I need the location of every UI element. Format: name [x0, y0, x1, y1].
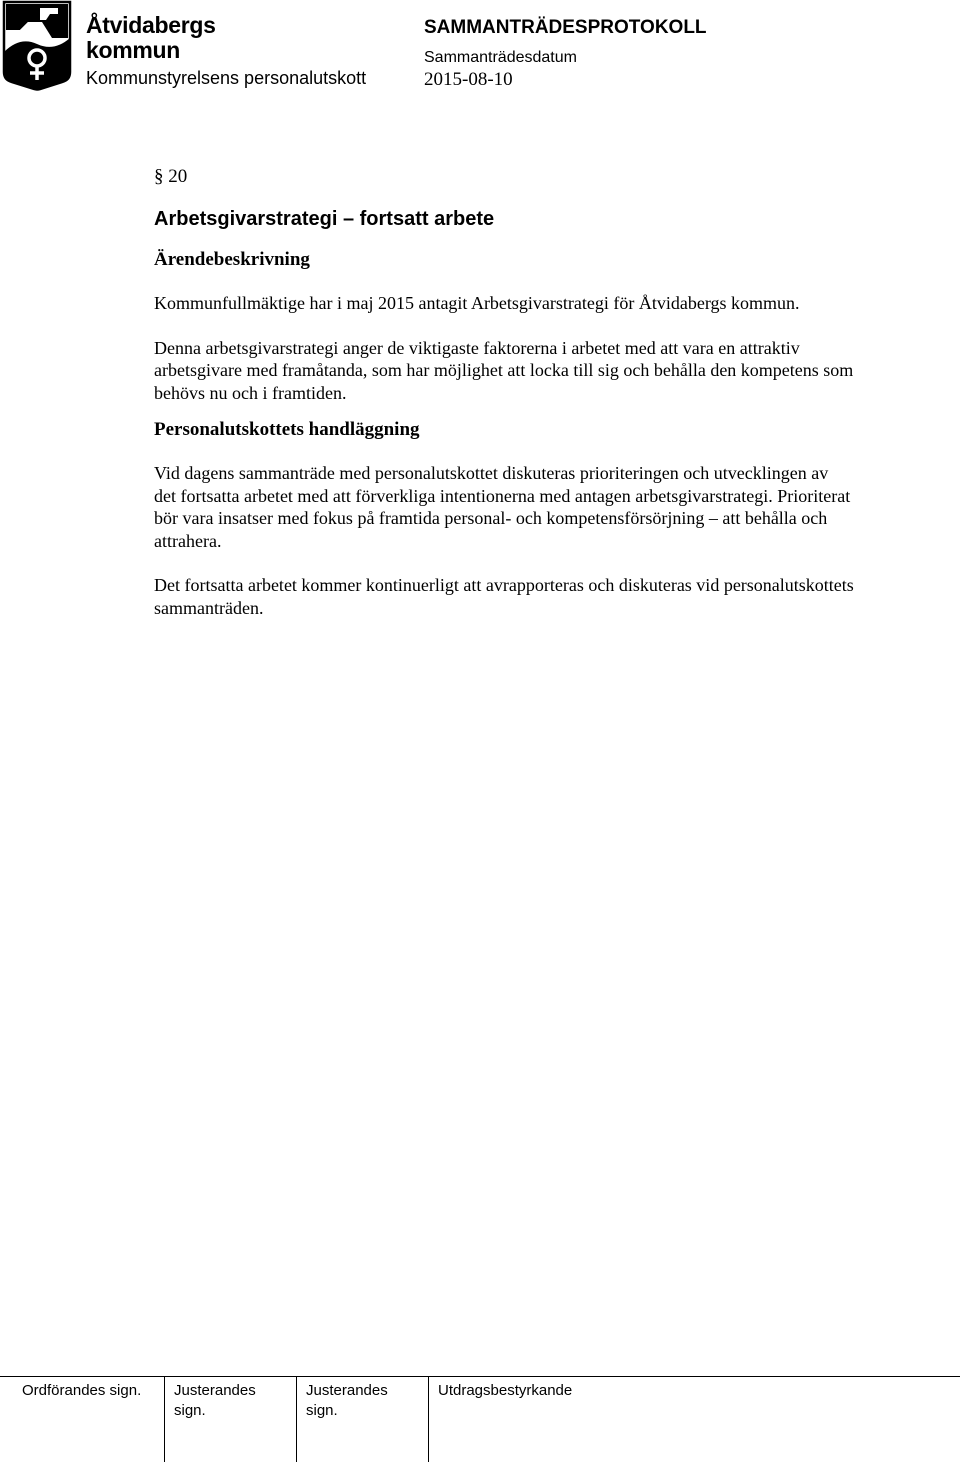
- footer-divider: [428, 1377, 429, 1462]
- footer-divider: [296, 1377, 297, 1462]
- handling-heading: Personalutskottets handläggning: [154, 419, 420, 440]
- signature-footer: [0, 1376, 960, 1462]
- adjuster-1-line-2: sign.: [174, 1402, 206, 1419]
- case-description-heading: Ärendebeskrivning: [154, 249, 310, 270]
- municipality-logo-icon: [0, 0, 74, 92]
- paragraph-title: Arbetsgivarstrategi – fortsatt arbete: [154, 208, 495, 230]
- adjuster-2-line-2: sign.: [306, 1402, 338, 1419]
- certifier-label: Utdragsbestyrkande: [438, 1382, 573, 1399]
- footer-divider: [164, 1377, 165, 1462]
- meeting-date-label: Sammanträdesdatum: [424, 49, 577, 66]
- handling-paragraph-1: Vid dagens sammanträde med personalutskottet diskuteras prioriteringen och utvecklingen av det fortsatta arbetet med att förverkliga intentionerna med antagen arbetsgivarstrategi. Prioriterat bör vara insatser med fokus på framtida personal- och kompetensförsörjning – att behålla och attrahera.: [154, 463, 851, 551]
- meeting-date-value: 2015-08-10: [424, 69, 513, 90]
- chair-signature-label: Ordförandes sign.: [22, 1382, 142, 1399]
- municipality-name: [86, 13, 216, 63]
- committee-name: Kommunstyrelsens personalutskott: [86, 68, 367, 88]
- handling-paragraph-2: Det fortsatta arbetet kommer kontinuerligt att avrapporteras och diskuteras vid personalutskottets sammanträden.: [154, 575, 854, 618]
- paragraph-number: § 20: [154, 166, 188, 187]
- municipality-name-line-2: kommun: [86, 37, 181, 63]
- adjuster-1-line-1: Justerandes: [174, 1382, 256, 1399]
- adjuster-2-line-1: Justerandes: [306, 1382, 388, 1399]
- protocol-content: [154, 164, 854, 641]
- case-paragraph-2: Denna arbetsgivarstrategi anger de viktigaste faktorerna i arbetet med att vara en attraktiv arbetsgivare med framåtanda, som har möjlighet att locka till sig och behålla den kompetens som behövs nu och i framtiden.: [154, 337, 854, 403]
- document-type: SAMMANTRÄDESPROTOKOLL: [424, 17, 707, 38]
- case-paragraph-1: Kommunfullmäktige har i maj 2015 antagit Arbetsgivarstrategi för Åtvidabergs kommun.: [154, 293, 800, 313]
- municipality-name-line-1: Åtvidabergs: [86, 12, 216, 38]
- adjuster-1-signature-label: [174, 1381, 256, 1421]
- adjuster-2-signature-label: [306, 1381, 388, 1421]
